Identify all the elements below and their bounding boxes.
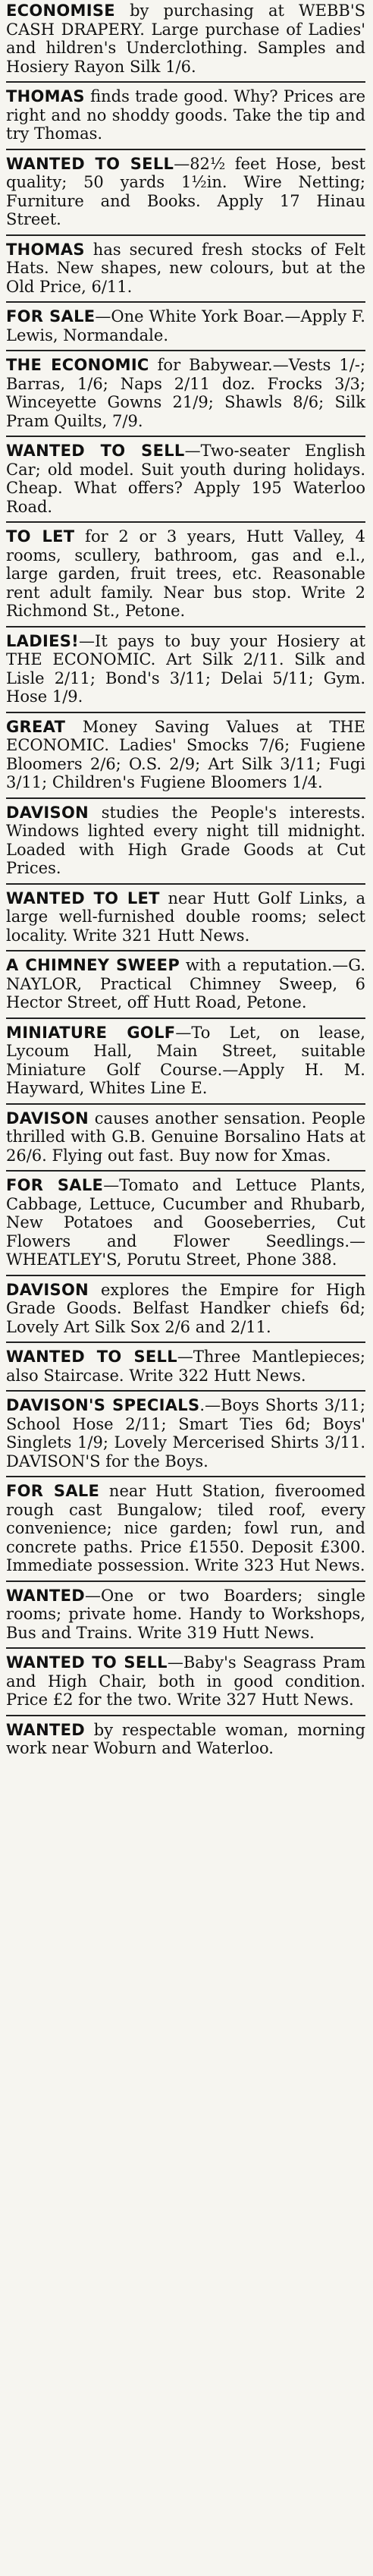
ad-body: —Three Mantlepieces; also Staircase. Write 322 Hutt News. bbox=[6, 1348, 365, 1385]
classified-ad bbox=[6, 1172, 365, 1276]
classified-ad bbox=[6, 885, 365, 952]
ad-lead: WANTED TO SELL bbox=[6, 442, 185, 460]
classified-ad bbox=[6, 1716, 365, 1763]
ad-body: —It pays to buy your Hosiery at THE ECONOMIC. Art Silk 2/11. Silk and Lisle 2/11; Bond's 3/11; Delai 5/11; Gym. Hose 1/9. bbox=[6, 631, 365, 706]
ad-body: for 2 or 3 years, Hutt Valley, 4 rooms, scullery, bathroom, gas and e.l., large garden, fruit trees, etc. Reasonable rent adult family. Near bus stop. Write 2 Richmond St., Petone. bbox=[6, 527, 365, 620]
ad-lead: THE ECONOMIC bbox=[6, 356, 149, 374]
ad-body: explores the Empire for High Grade Goods. Belfast Handker chiefs 6d; Lovely Art Silk Sox 2/6 and 2/11. bbox=[6, 1280, 365, 1336]
classified-ad bbox=[6, 437, 365, 523]
classified-ad bbox=[6, 2, 365, 83]
ad-lead: DAVISON bbox=[6, 803, 89, 822]
classified-ad bbox=[6, 1477, 365, 1582]
classified-ad bbox=[6, 351, 365, 437]
ad-lead: FOR SALE bbox=[6, 1176, 104, 1194]
ad-body: causes another sensation. People thrilled with G.B. Genuine Borsalino Hats at 26/6. Flying out fast. Buy now for Xmas. bbox=[6, 1109, 365, 1165]
classified-ad bbox=[6, 627, 365, 713]
classified-ad bbox=[6, 150, 365, 236]
ad-lead: THOMAS bbox=[6, 87, 85, 105]
ad-body: studies the People's interests. Windows lighted every night till midnight. Loaded with High Grade Goods at Cut Prices. bbox=[6, 803, 365, 877]
ad-lead: WANTED TO SELL bbox=[6, 154, 174, 173]
classified-ad bbox=[6, 799, 365, 885]
ad-body: has secured fresh stocks of Felt Hats. New shapes, new colours, but at the Old Price, 6/11. bbox=[6, 240, 365, 296]
classified-ad bbox=[6, 951, 365, 1019]
classified-ad bbox=[6, 713, 365, 799]
ad-body: finds trade good. Why? Prices are right and no shoddy goods. Take the tip and try Thomas. bbox=[6, 87, 365, 143]
ad-lead: WANTED TO SELL bbox=[6, 1653, 168, 1672]
ad-body: —Tomato and Lettuce Plants, Cabbage, Lettuce, Cucumber and Rhubarb, New Potatoes and Gooseberries, Cut Flowers and Flower Seedlings.— WHEATLEY'S, Porutu Street, Phone 388. bbox=[6, 1176, 365, 1269]
ad-body: .—Boys Shorts 3/11; School Hose 2/11; Smart Ties 6d; Boys' Singlets 1/9; Lovely Mercerised Shirts 3/11. DAVISON'S for the Boys. bbox=[6, 1396, 365, 1470]
classified-ad bbox=[6, 1582, 365, 1650]
classified-ad bbox=[6, 1649, 365, 1716]
ad-body: —82½ feet Hose, best quality; 50 yards 1½in. Wire Netting; Furniture and Books. Apply 17 Hinau Street. bbox=[6, 154, 365, 228]
classified-ad bbox=[6, 1392, 365, 1477]
ad-lead: GREAT bbox=[6, 717, 66, 736]
ad-lead: TO LET bbox=[6, 527, 75, 546]
ad-lead: LADIES! bbox=[6, 631, 80, 650]
ad-lead: DAVISON bbox=[6, 1109, 89, 1128]
ad-lead: MINIATURE GOLF bbox=[6, 1023, 176, 1042]
classified-ad bbox=[6, 303, 365, 351]
ad-body: near Hutt Golf Links, a large well-furnished double rooms; select locality. Write 321 Hutt News. bbox=[6, 889, 365, 945]
ad-body: near Hutt Station, fiveroomed rough cast Bungalow; tiled roof, every convenience; nice garden; fowl run, and concrete paths. Price £1550. Deposit £300. Immediate possession. Write 323 Hut News. bbox=[6, 1482, 365, 1574]
ad-body: —Baby's Seagrass Pram and High Chair, both in good condition. Price £2 for the two. Write 327 Hutt News. bbox=[6, 1653, 365, 1709]
classified-ad bbox=[6, 1019, 365, 1105]
ad-lead: WANTED bbox=[6, 1720, 85, 1739]
ad-lead: FOR SALE bbox=[6, 1482, 100, 1500]
ad-lead: DAVISON'S SPECIALS bbox=[6, 1396, 200, 1414]
ad-body: Money Saving Values at THE ECONOMIC. Ladies' Smocks 7/6; Fugiene Bloomers 2/6; O.S. 2/9; Art Silk 3/11; Fugi 3/11; Children's Fugiene Bloomers 1/4. bbox=[6, 717, 365, 791]
ad-lead: ECONOMISE bbox=[6, 2, 115, 20]
ad-lead: WANTED bbox=[6, 1586, 85, 1605]
ad-lead: DAVISON bbox=[6, 1280, 89, 1299]
ad-body: for Babywear.—Vests 1/-; Barras, 1/6; Naps 2/11 doz. Frocks 3/3; Winceyette Gowns 21/9; Shawls 8/6; Silk Pram Quilts, 7/9. bbox=[6, 356, 365, 430]
ad-lead: A CHIMNEY SWEEP bbox=[6, 956, 180, 974]
classified-ad bbox=[6, 523, 365, 627]
ad-lead: THOMAS bbox=[6, 240, 85, 259]
ad-lead: WANTED TO SELL bbox=[6, 1348, 177, 1366]
ad-body: —To Let, on lease, Lycoum Hall, Main Street, suitable Miniature Golf Course.—Apply H. M. Hayward, Whites Line E. bbox=[6, 1023, 365, 1097]
ad-body: with a reputation.—G. NAYLOR, Practical Chimney Sweep, 6 Hector Street, off Hutt Road, Petone. bbox=[6, 956, 366, 1011]
ad-body: by purchasing at WEBB'S CASH DRAPERY. Large purchase of Ladies' and hildren's Underclothing. Samples and Hosiery Rayon Silk 1/6. bbox=[6, 2, 365, 76]
ad-body: by respectable woman, morning work near Woburn and Waterloo. bbox=[6, 1720, 365, 1757]
classified-ad bbox=[6, 1105, 365, 1172]
ad-lead: WANTED TO LET bbox=[6, 889, 160, 907]
ad-lead: FOR SALE bbox=[6, 307, 96, 326]
classified-ad bbox=[6, 83, 365, 150]
classified-ad bbox=[6, 1276, 365, 1344]
classified-ad bbox=[6, 236, 365, 304]
ad-body: —Two-seater English Car; old model. Suit youth during holidays. Cheap. What offers? Apply 195 Waterloo Road. bbox=[6, 442, 366, 516]
ad-body: —One White York Boar.—Apply F. Lewis, Normandale. bbox=[6, 307, 365, 344]
classified-ad bbox=[6, 1343, 365, 1392]
ad-body: —One or two Boarders; single rooms; private home. Handy to Workshops, Bus and Trains. Write 319 Hutt News. bbox=[6, 1586, 365, 1642]
